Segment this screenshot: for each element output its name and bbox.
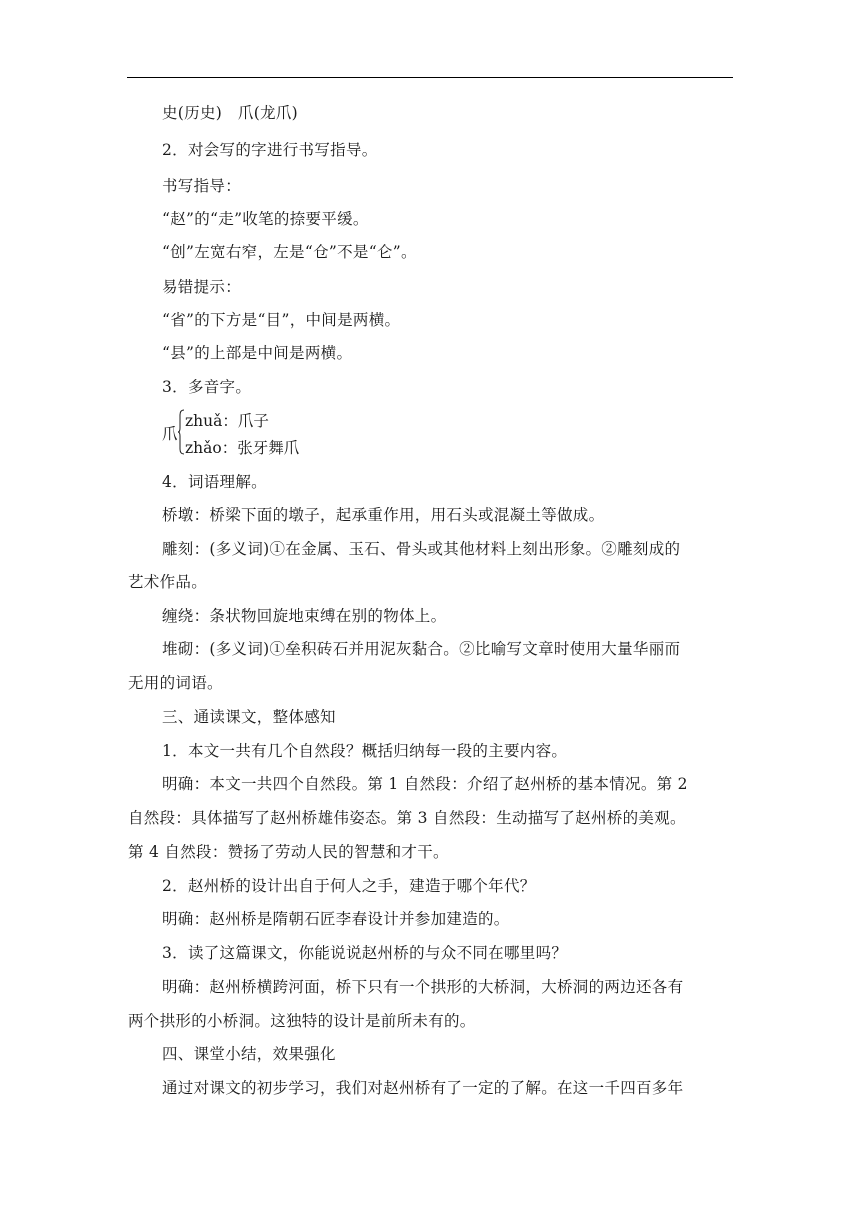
polyphone-reading: zhuǎ：爪子 — [185, 412, 269, 430]
section-heading: 四、课堂小结，效果强化 — [162, 1045, 336, 1063]
text-line: 4．词语理解。 — [162, 473, 267, 491]
text-line: 明确：赵州桥是隋朝石匠李春设计并参加建造的。 — [162, 910, 510, 928]
text-line: 明确：赵州桥横跨河面，桥下只有一个拱形的大桥洞，大桥洞的两边还各有 — [162, 978, 684, 996]
text-line: 两个拱形的小桥洞。这独特的设计是前所未有的。 — [128, 1012, 476, 1030]
text-line: 自然段：具体描写了赵州桥雄伟姿态。第 3 自然段：生动描写了赵州桥的美观。 — [128, 809, 686, 827]
polyphone-block — [160, 407, 360, 457]
text-line: 第 4 自然段：赞扬了劳动人民的智慧和才干。 — [128, 843, 449, 861]
text-line: 3．读了这篇课文，你能说说赵州桥的与众不同在哪里吗？ — [162, 944, 568, 962]
text-line: “县”的上部是中间是两横。 — [162, 344, 353, 362]
text-line: 2．对会写的字进行书写指导。 — [162, 141, 378, 159]
text-line: 史(历史) 爪(龙爪) — [162, 104, 298, 122]
text-line: 无用的词语。 — [128, 674, 223, 692]
text-line: “赵”的“走”收笔的捺要平缓。 — [162, 210, 369, 228]
text-line: 堆砌：(多义词)①垒积砖石并用泥灰黏合。②比喻写文章时使用大量华丽而 — [162, 640, 681, 658]
text-line: 通过对课文的初步学习，我们对赵州桥有了一定的了解。在这一千四百多年 — [162, 1079, 684, 1097]
polyphone-char: 爪 — [162, 425, 178, 443]
text-line: 易错提示： — [162, 278, 242, 296]
text-line: 艺术作品。 — [128, 573, 208, 591]
text-line: 1．本文一共有几个自然段？概括归纳每一段的主要内容。 — [162, 742, 568, 760]
text-line: 书写指导： — [162, 177, 242, 195]
text-line: 雕刻：(多义词)①在金属、玉石、骨头或其他材料上刻出形象。②雕刻成的 — [162, 540, 681, 558]
text-line: 3．多音字。 — [162, 378, 252, 396]
header-rule — [127, 77, 733, 78]
text-line: “创”左宽右窄，左是“仓”不是“仑”。 — [162, 243, 417, 261]
text-line: “省”的下方是“目”，中间是两横。 — [162, 311, 401, 329]
section-heading: 三、通读课文，整体感知 — [162, 708, 336, 726]
polyphone-reading: zhǎo：张牙舞爪 — [185, 439, 300, 457]
brace-icon — [178, 409, 184, 455]
text-line: 桥墩：桥梁下面的墩子，起承重作用，用石头或混凝土等做成。 — [162, 506, 605, 524]
text-line: 缠绕：条状物回旋地束缚在别的物体上。 — [162, 607, 447, 625]
text-line: 明确：本文一共四个自然段。第 1 自然段：介绍了赵州桥的基本情况。第 2 — [162, 775, 688, 793]
text-line: 2．赵州桥的设计出自于何人之手，建造于哪个年代？ — [162, 877, 536, 895]
